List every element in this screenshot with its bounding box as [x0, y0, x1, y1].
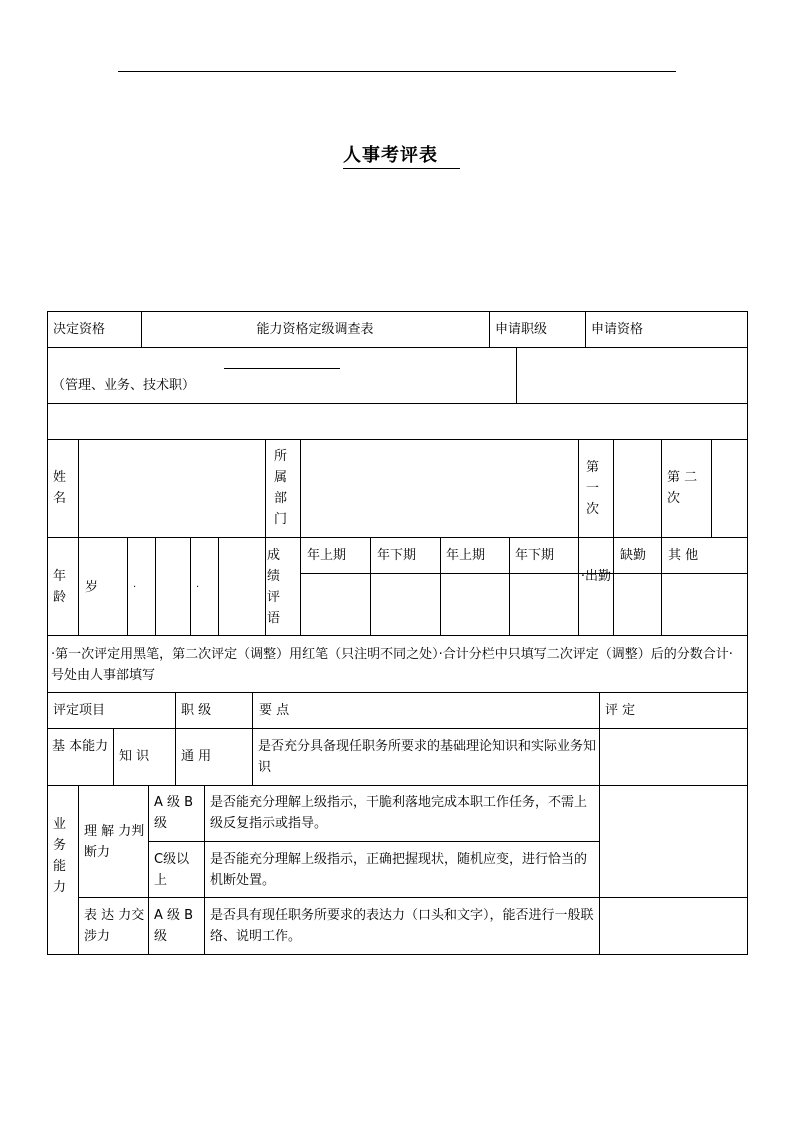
page-title: 人事考评表 — [343, 145, 460, 169]
expression-label: 表 达 力交涉力 — [84, 908, 145, 944]
rating-header: 评 定 — [605, 703, 636, 718]
grade-ab-label: A 级 B级 — [154, 795, 194, 831]
basic-ability-label: 基 本能力 — [52, 739, 109, 754]
category-blank-line — [224, 368, 340, 369]
apply-qualification-label: 申请资格 — [591, 322, 644, 337]
basic-knowledge-point: 是否充分具备现任职务所要求的基础理论知识和实际业务知识 — [258, 739, 597, 775]
attendance-label: ·出勤 — [580, 569, 612, 584]
age-label: 年龄 — [53, 569, 67, 605]
eval-item-header: 评定项目 — [53, 703, 106, 718]
comprehension-point-ab: 是否能充分理解上级指示，干脆利落地完成本职工作任务，不需上级反复指示或指导。 — [210, 795, 588, 831]
absence-label: 缺勤 — [620, 548, 647, 563]
first-evaluation-label: 第一次 — [586, 460, 600, 517]
category-note: （管理、业务、技术职） — [52, 378, 196, 393]
top-rule — [118, 71, 676, 72]
comment-label: 成绩评语 — [267, 548, 281, 626]
instruction-note: ·第一次评定用黑笔，第二次评定（调整）用红笔（只注明不同之处）·合计分栏中只填写二次评定（调整）后的分数合计·号处由人事部填写 — [51, 647, 733, 683]
expression-point: 是否具有现任职务所要求的表达力（口头和文字），能否进行一般联络、说明工作。 — [210, 908, 594, 944]
period-first-half-1: 年上期 — [307, 548, 347, 563]
general-label: 通 用 — [181, 749, 212, 764]
business-ability-label: 业务能力 — [53, 817, 67, 895]
comprehension-point-c: 是否能充分理解上级指示，正确把握现状，随机应变，进行恰当的机断处置。 — [210, 852, 588, 888]
grade-ab-label-2: A 级 B级 — [154, 908, 194, 944]
grade-header: 职 级 — [181, 703, 212, 718]
decide-qualification-label: 决定资格 — [53, 322, 106, 337]
name-label: 姓名 — [53, 470, 67, 506]
knowledge-label: 知 识 — [119, 749, 150, 764]
apply-level-label: 申请职级 — [495, 322, 548, 337]
department-label: 所属部门 — [274, 449, 288, 527]
dot-marker-2: · — [196, 582, 200, 593]
period-second-half-1: 年下期 — [377, 548, 417, 563]
period-first-half-2: 年上期 — [446, 548, 486, 563]
grade-c-label: C级以上 — [154, 852, 190, 888]
period-second-half-2: 年下期 — [515, 548, 555, 563]
other-label: 其 他 — [668, 548, 699, 563]
comprehension-label: 理 解 力判断力 — [84, 824, 145, 860]
second-evaluation-label: 第 二次 — [667, 470, 698, 506]
survey-title: 能力资格定级调查表 — [256, 322, 374, 337]
age-unit: 岁 — [85, 580, 99, 595]
key-points-header: 要 点 — [259, 703, 290, 718]
dot-marker-1: · — [133, 582, 137, 593]
